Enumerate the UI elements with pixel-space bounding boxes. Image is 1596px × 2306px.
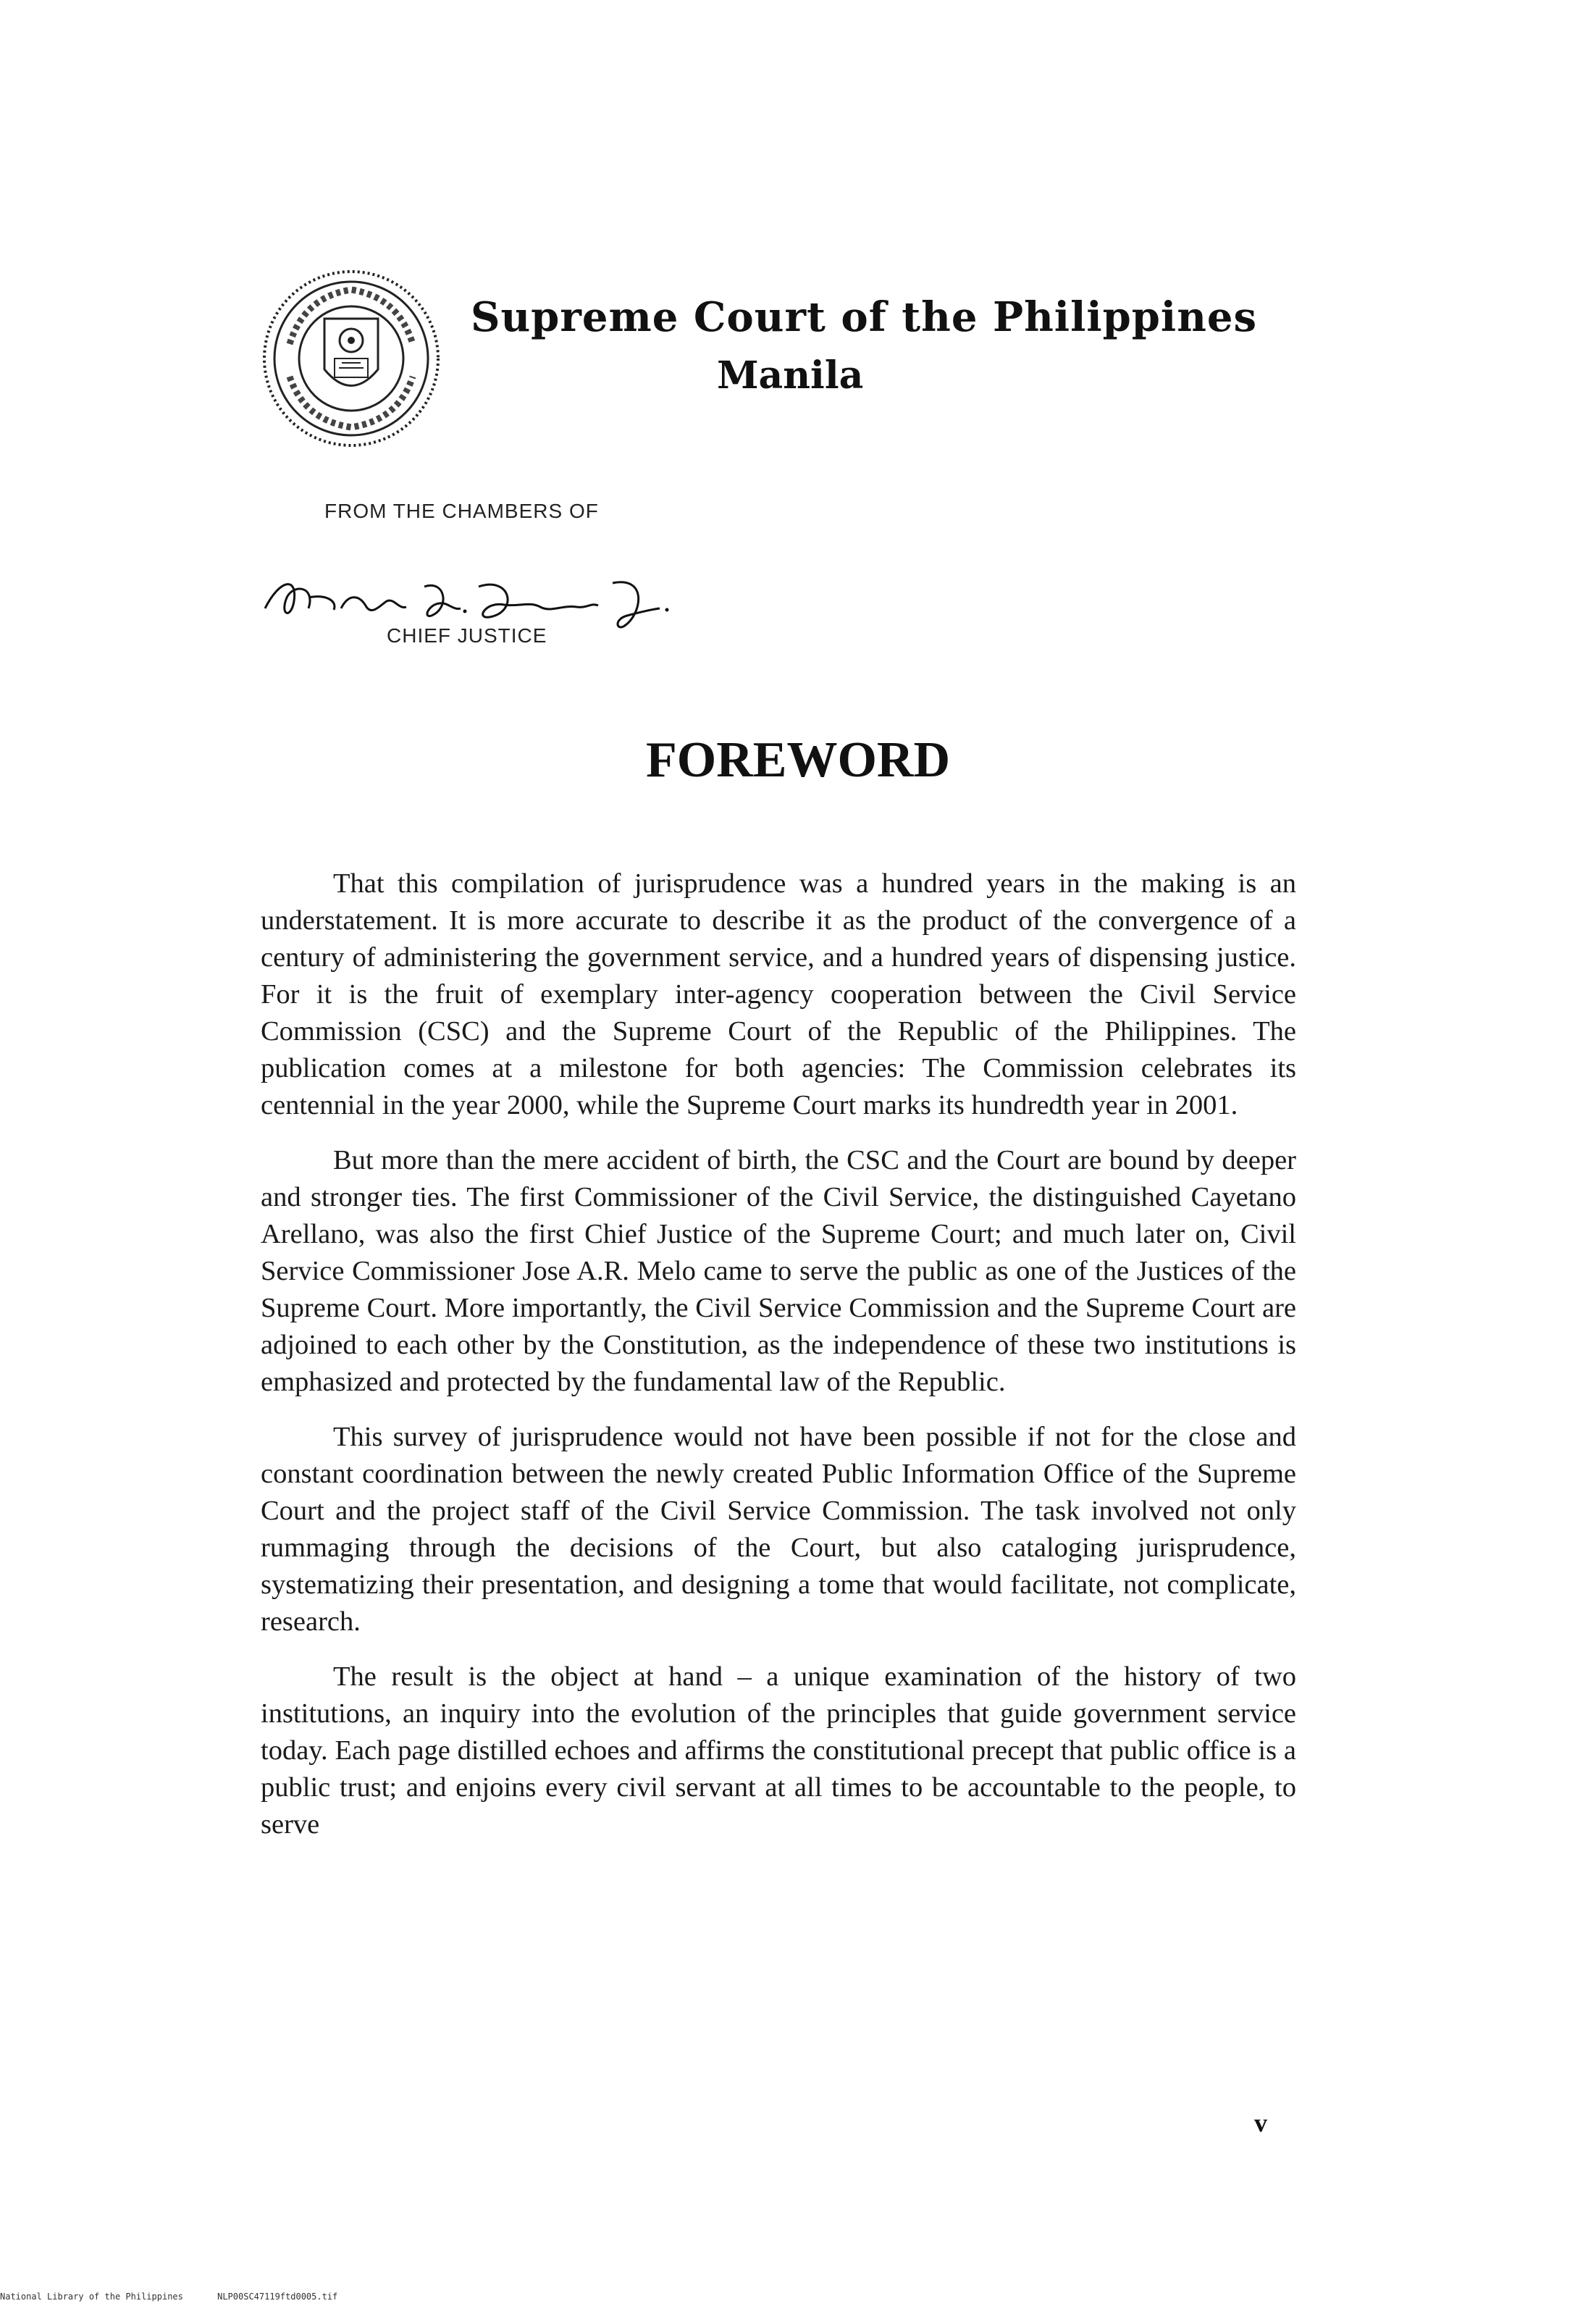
foreword-body (261, 865, 1296, 1861)
court-city: Manila (717, 353, 864, 398)
court-name: Supreme Court of the Philippines (471, 293, 1258, 341)
paragraph: But more than the mere accident of birth, the CSC and the Court are bound by deeper and stronger ties. The first Commissioner of the Civil Service, the distinguished Cayetano Arellano, was also the first Chief Justice of the Supreme Court; and much later on, Civil Service Commissioner Jose A.R. Melo came to serve the public as one of the Justices of the Supreme Court. More importantly, the Civil Service Commission and the Supreme Court are adjoined to each other by the Constitution, as the independence of these two institutions is emphasized and protected by the fundamental law of the Republic. (261, 1145, 1296, 1397)
library-name: National Library of the Philippines (0, 2292, 183, 2302)
handwritten-signature (258, 565, 678, 630)
supreme-court-seal-icon (261, 268, 442, 449)
page-number: v (1254, 2108, 1267, 2137)
paragraph: That this compilation of jurisprudence was a hundred years in the making is an understatement. It is more accurate to describe it as the product of the convergence of a century of administering the government service, and a hundred years of dispensing justice. For it is the fruit of exemplary inter-agency cooperation between the Civil Service Commission (CSC) and the Supreme Court of the Republic of the Philippines. The publication comes at a milestone for both agencies: The Commission celebrates its centennial in the year 2000, while the Supreme Court marks its hundredth year in 2001. (261, 868, 1296, 1120)
page-title: FOREWORD (646, 732, 950, 788)
paragraph: This survey of jurisprudence would not have been possible if not for the close and constant coordination between the newly created Public Information Office of the Supreme Court and the project staff of the Civil Service Commission. The task involved not only rummaging through the decisions of the Court, but also cataloging jurisprudence, systematizing their presentation, and designing a tome that would facilitate, not complicate, research. (261, 1422, 1296, 1637)
paragraph: The result is the object at hand – a unique examination of the history of two institutions, an inquiry into the evolution of the principles that guide government service today. Each page distilled echoes and affirms the constitutional precept that public office is a public trust; and enjoins every civil servant at all times to be accountable to the people, to serve (261, 1661, 1296, 1840)
file-id: NLP00SC47119ftd0005.tif (217, 2292, 338, 2302)
chambers-label: FROM THE CHAMBERS OF (324, 500, 599, 522)
scan-footer (0, 2292, 1596, 2302)
chief-justice-title: CHIEF JUSTICE (387, 624, 547, 647)
